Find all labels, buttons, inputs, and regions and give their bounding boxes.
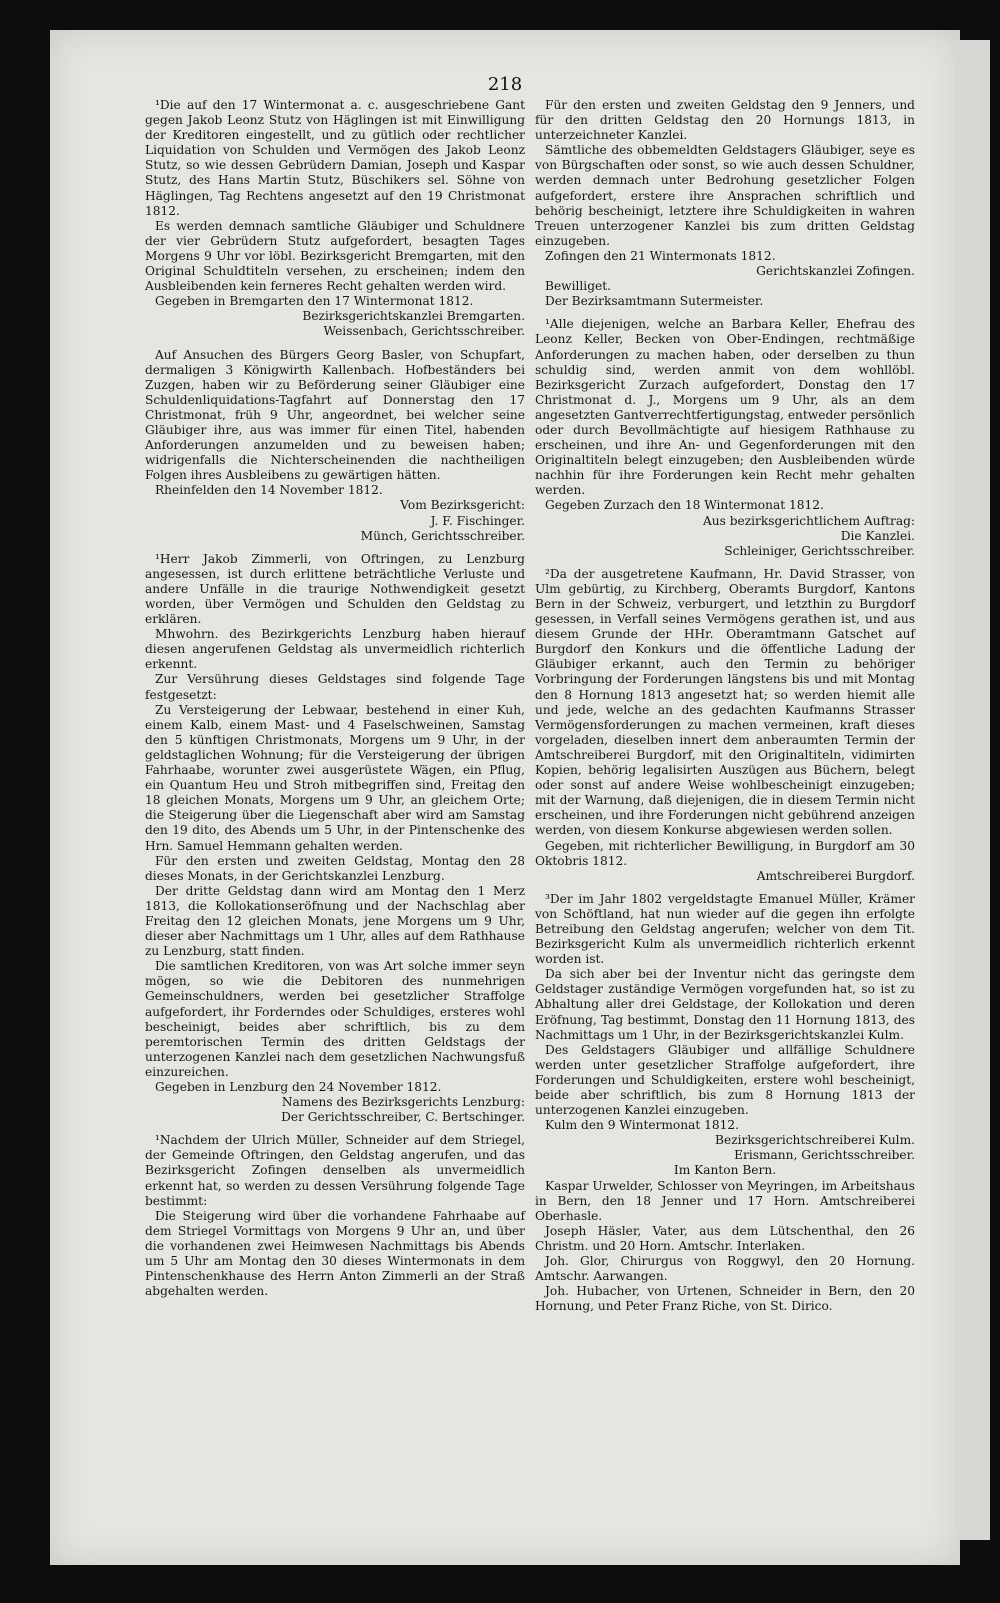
right-paragraph: Gegeben Zurzach den 18 Wintermonat 1812. <box>545 498 824 513</box>
left-paragraph: Es werden demnach samtliche Gläubiger und Schuldnere der vier Gebrüdern Stutz aufgefordert, besagten Tages Morgens 9 Uhr vor löbl. Bezirksgericht Bremgarten, mit den Original Schuldtiteln versehen, zu erscheinen; indem den Ausbleibenden kein ferneres Recht gehalten werden wird. <box>145 218 525 294</box>
left-paragraph: Bezirksgerichtskanzlei Bremgarten. <box>302 309 525 324</box>
left-paragraph: Münch, Gerichtsschreiber. <box>360 528 525 543</box>
next-page-edge <box>955 40 990 1540</box>
right-paragraph: Des Geldstagers Gläubiger und allfällige Schuldnere werden unter gesetzlicher Straffolge aufgefordert, ihre Forderungen und Schuldigkeiten, erstere wohl bescheinigt, beide aber schriftlich, bis zum 8 Hornung 1813 der unterzogenen Kanzlei einzugeben. <box>535 1042 915 1118</box>
page-number: 218 <box>487 74 523 95</box>
left-paragraph: Der dritte Geldstag dann wird am Montag den 1 Merz 1813, die Kollokationseröfnung und der Nachschlag aber Freitag den 12 gleichen Monats, jene Morgens um 9 Uhr, dieser aber Nachmittags um 1 Uhr, alles auf dem Rathhause zu Lenzburg, statt finden. <box>145 883 525 959</box>
right-paragraph: Joh. Glor, Chirurgus von Roggwyl, den 20 Hornung. Amtschr. Aarwangen. <box>535 1254 915 1284</box>
left-paragraph: Gegeben in Bremgarten den 17 Wintermonat 1812. <box>155 294 474 309</box>
right-paragraph: Kaspar Urwelder, Schlosser von Meyringen, im Arbeitshaus in Bern, den 18 Jenner und 17 Horn. Amtschreiberei Oberhasle. <box>535 1178 915 1223</box>
right-paragraph: ¹Alle diejenigen, welche an Barbara Keller, Ehefrau des Leonz Keller, Becken von Ober-Endingen, rechtmäßige Anforderungen zu machen haben, oder derselben zu thun schuldig sind, werden anmit von dem wohllöbl. Bezirksgericht Zurzach aufgefordert, Donstag den 17 Christmonat d. J., Morgens um 9 Uhr, als an dem angesetzten Gantverrechtfertigungstag, entweder persönlich oder durch Bevollmächtigte auf hiesigem Rathhause zu erscheinen, und ihre An- und Gegenforderungen mit den Originaltiteln belegt einzugeben; den Ausbleibenden würde nachhin für ihre Forderungen kein Recht mehr gehalten werden. <box>535 317 915 498</box>
right-paragraph: Bezirksgerichtschreiberei Kulm. <box>715 1133 915 1148</box>
right-paragraph: Amtschreiberei Burgdorf. <box>756 868 915 883</box>
left-paragraph: Für den ersten und zweiten Geldstag, Montag den 28 dieses Monats, in der Gerichtskanzlei Lenzburg. <box>145 853 525 883</box>
left-paragraph: ¹Herr Jakob Zimmerli, von Oftringen, zu Lenzburg angesessen, ist durch erlittene beträchtliche Verluste und andere Unfälle in die traurige Nothwendigkeit gesetzt worden, über Vermögen und Schulden den Geldstag zu erklären. <box>145 551 525 627</box>
right-paragraph: Die Kanzlei. <box>840 528 915 543</box>
right-paragraph: Aus bezirksgerichtlichem Auftrag: <box>702 513 915 528</box>
left-paragraph: Rheinfelden den 14 November 1812. <box>155 483 383 498</box>
right-paragraph: Gegeben, mit richterlicher Bewilligung, in Burgdorf am 30 Oktobris 1812. <box>535 838 915 868</box>
left-paragraph: ¹Die auf den 17 Wintermonat a. c. ausgeschriebene Gant gegen Jakob Leonz Stutz von Häglingen ist mit Einwilligung der Kreditoren eingestellt, und zu gütlich oder rechtlicher Liquidation von Schulden und Vermögen des Jakob Leonz Stutz, so wie dessen Gebrüdern Damian, Joseph und Kaspar Stutz, des Hans Martin Stutz, Büschikers sel. Söhne von Häglingen, Tag Rechtens angesetzt auf den 19 Christmonat 1812. <box>145 98 525 218</box>
left-paragraph: ¹Nachdem der Ulrich Müller, Schneider auf dem Striegel, der Gemeinde Oftringen, den Geldstag angerufen, und das Bezirksgericht Zofingen denselben als unvermeidlich erkennt hat, so werden zu dessen Versührung folgende Tage bestimmt: <box>145 1133 525 1208</box>
newspaper-page <box>50 30 960 1565</box>
left-paragraph: J. F. Fischinger. <box>430 513 525 528</box>
right-paragraph: Bewilliget. <box>545 279 611 294</box>
right-paragraph: Gerichtskanzlei Zofingen. <box>756 264 915 279</box>
left-paragraph: Zur Versührung dieses Geldstages sind folgende Tage festgesetzt: <box>145 672 525 702</box>
left-paragraph: Die Steigerung wird über die vorhandene Fahrhaabe auf dem Striegel Vormittags von Morgens 9 Uhr an, und über die vorhandenen zwei Heimwesen Nachmittags bis Abends um 5 Uhr am Montag den 30 dieses Wintermonats in dem Pintenschenkhause des Herrn Anton Zimmerli an der Straß abgehalten werden. <box>145 1208 525 1299</box>
right-paragraph: Joseph Häsler, Vater, aus dem Lütschenthal, den 26 Christm. und 20 Horn. Amtschr. Interlaken. <box>535 1223 915 1253</box>
right-paragraph: Sämtliche des obbemeldten Geldstagers Gläubiger, seye es von Bürgschaften oder sonst, so wie auch dessen Schuldner, werden demnach unter Bedrohung gesetzlicher Folgen aufgefordert, erstere ihre Ansprachen schriftlich und behörig bescheinigt, letztere ihre Schuldigkeiten in wahren Treuen unterzogener Kanzlei bis zum dritten Geldstag einzugeben. <box>535 143 915 248</box>
right-paragraph: Schleiniger, Gerichtsschreiber. <box>724 543 915 558</box>
right-paragraph: Kulm den 9 Wintermonat 1812. <box>545 1118 740 1133</box>
left-paragraph: Auf Ansuchen des Bürgers Georg Basler, von Schupfart, dermaligen 3 Königwirth Kallenbach. Hofbeständers bei Zuzgen, haben wir zu Beförderung seiner Gläubiger eine Schuldenliquidations-Tagfahrt auf Donnerstag den 17 Christmonat, früh 9 Uhr, angeordnet, bei welcher seine Gläubiger ihre, aus was immer für einen Titel, habenden Anforderungen anzumelden und zu beweisen haben; widrigenfalls die Nichterscheinenden die nachtheiligen Folgen ihres Ausbleibens zu gewärtigen hätten. <box>145 347 525 483</box>
left-paragraph: Die samtlichen Kreditoren, von was Art solche immer seyn mögen, so wie die Debitoren des nunmehrigen Gemeinschuldners, werden bei gesetzlicher Straffolge aufgefordert, ihr Forderndes oder Schuldiges, ersteres wohl bescheinigt, beides aber schriftlich, bis zu dem peremtorischen Termin des dritten Geldstags der unterzogenen Kanzlei nach dem gesetzlichen Nachwungsfuß einzureichen. <box>145 959 525 1079</box>
right-paragraph: Für den ersten und zweiten Geldstag den 9 Jenners, und für den dritten Geldstag den 20 Hornungs 1813, in unterzeichneter Kanzlei. <box>535 98 915 143</box>
left-paragraph: Der Gerichtsschreiber, C. Bertschinger. <box>281 1110 525 1125</box>
right-paragraph: Zofingen den 21 Wintermonats 1812. <box>545 248 776 263</box>
left-paragraph: Zu Versteigerung der Lebwaar, bestehend in einer Kuh, einem Kalb, einem Mast- und 4 Faselschweinen, Samstag den 5 künftigen Christmonats, Morgens um 9 Uhr, in der geldstaglichen Wohnung; für die Versteigerung der übrigen Fahrhaabe, worunter zwei ausgerüstete Wägen, ein Pflug, ein Quantum Heu und Stroh mitbegriffen sind, Freitag den 18 gleichen Monats, Morgens um 9 Uhr, an gleichem Orte; die Steigerung über die Liegenschaft aber wird am Samstag den 19 dito, des Abends um 5 Uhr, in der Pintenschenke des Hrn. Samuel Hemmann gehalten werden. <box>145 702 525 853</box>
left-paragraph: Namens des Bezirksgerichts Lenzburg: <box>281 1095 525 1110</box>
left-column <box>145 98 525 1299</box>
right-column <box>535 98 915 1314</box>
right-paragraph: ³Der im Jahr 1802 vergeldstagte Emanuel Müller, Krämer von Schöftland, hat nun wieder auf die gegen ihn erfolgte Betreibung den Geldstag angerufen; welcher von dem Tit. Bezirksgericht Kulm als unvermeidlich richterlich erkennt worden ist. <box>535 891 915 967</box>
left-paragraph: Gegeben in Lenzburg den 24 November 1812. <box>155 1080 442 1094</box>
left-paragraph: Mhwohrn. des Bezirkgerichts Lenzburg haben hierauf diesen angerufenen Geldstag als unvermeidlich richterlich erkennt. <box>145 627 525 672</box>
right-paragraph: Erismann, Gerichtsschreiber. <box>734 1148 915 1163</box>
left-paragraph: Weissenbach, Gerichtsschreiber. <box>323 324 525 339</box>
left-paragraph: Vom Bezirksgericht: <box>400 498 525 513</box>
right-paragraph: Joh. Hubacher, von Urtenen, Schneider in Bern, den 20 Hornung, und Peter Franz Riche, von St. Dirico. <box>535 1284 915 1314</box>
right-paragraph: ²Da der ausgetretene Kaufmann, Hr. David Strasser, von Ulm gebürtig, zu Kirchberg, Oberamts Burgdorf, Kantons Bern in der Schweiz, verburgert, und letzthin zu Burgdorf gesessen, in Verfall seines Vermögens gerathen ist, und aus diesem Grunde der HHr. Oberamtmann Gatschet auf Burgdorf den Konkurs und die öffentliche Ladung der Gläubiger erkannt, auch den Termin zu behöriger Vorbringung der Forderungen längstens bis und mit Montag den 8 Hornung 1813 angesetzt hat; so werden hiemit alle und jede, welche an des gedachten Kaufmanns Strasser Vermögensforderungen zu machen vermeinen, kraft dieses vorgeladen, dieselben innert dem anberaumten Termin der Amtschreiberei Burgdorf, mit den Originaltiteln, vidimirten Kopien, behörig legalisirten Auszügen aus Büchern, belegt oder sonst auf andere Weise wohlbescheinigt einzugeben; mit der Warnung, daß diejenigen, die in diesem Termin nicht erscheinen, und ihre Forderungen nicht gebührend anzeigen werden, von diesem Konkurse abgewiesen werden sollen. <box>535 566 915 838</box>
right-paragraph: Der Bezirksamtmann Sutermeister. <box>545 294 764 309</box>
right-paragraph: Da sich aber bei der Inventur nicht das geringste dem Geldstager zuständige Vermögen vorgefunden hat, so ist zu Abhaltung aller drei Geldstage, der Kollokation und deren Eröfnung, Tag bestimmt, Donstag den 11 Hornung 1813, des Nachmittags um 1 Uhr, in der Bezirksgerichtskanzlei Kulm. <box>535 967 915 1042</box>
right-paragraph: Im Kanton Bern. <box>673 1163 777 1178</box>
